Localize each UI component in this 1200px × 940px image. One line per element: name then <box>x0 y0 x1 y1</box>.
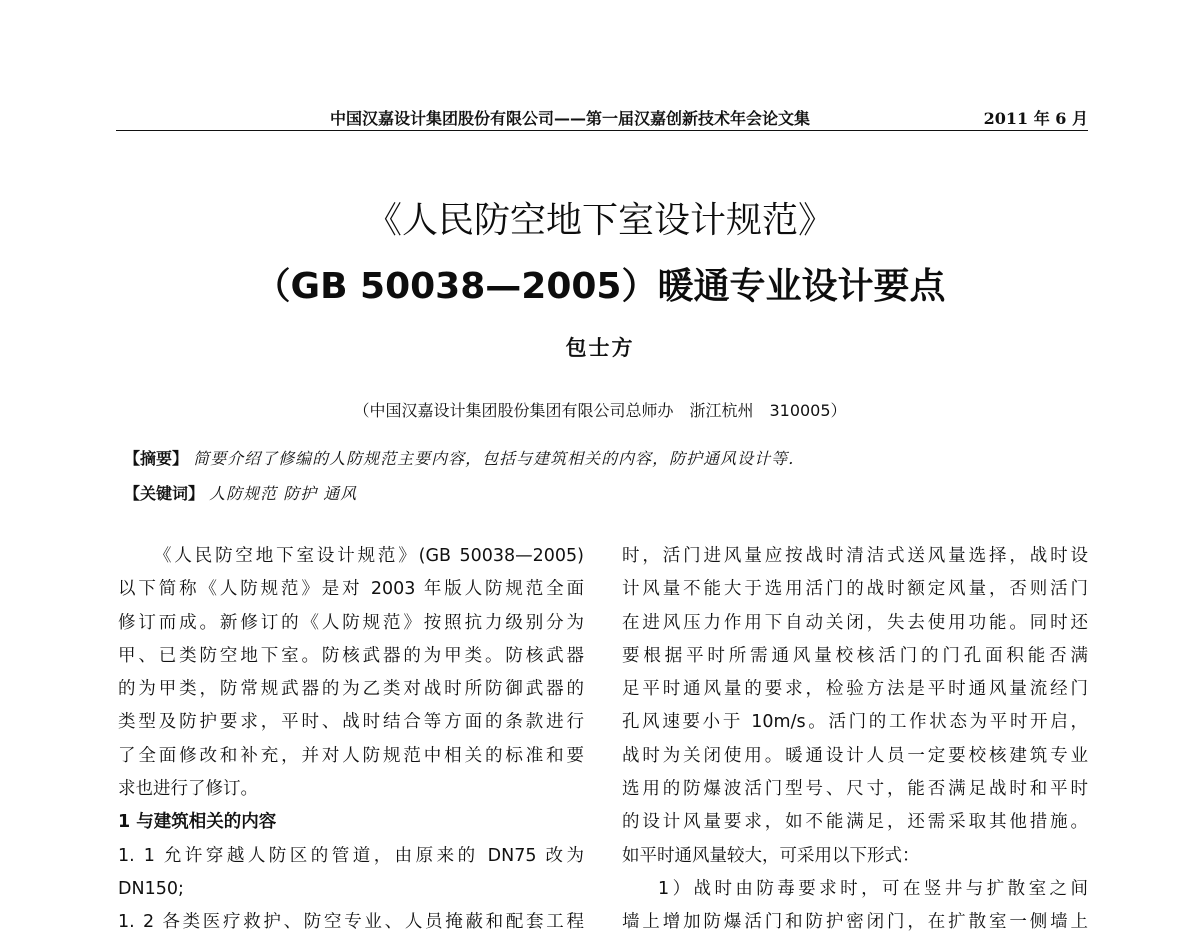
body-line: 类型及防护要求，平时、战时结合等方面的条款进行 <box>118 712 584 733</box>
body-line: 1. 2 各类医疗救护、防空专业、人员掩蔽和配套工程 <box>118 912 584 933</box>
author-affiliation: （中国汉嘉设计集团股份集团有限公司总师办 浙江杭州 310005） <box>353 401 847 420</box>
body-line: 要根据平时所需通风量校核活门的门孔面积能否满 <box>622 645 1088 666</box>
body-line: 足平时通风量的要求，检验方法是平时通风量流经门 <box>622 679 1088 700</box>
body-line: 在进风压力作用下自动关闭，失去使用功能。同时还 <box>622 612 1088 633</box>
abstract <box>124 446 805 469</box>
section-heading: 1 与建筑相关的内容 <box>118 812 277 833</box>
body-line: 《人民防空地下室设计规范》(GB 50038—2005) <box>154 546 584 566</box>
body-line: 如平时通风量较大，可采用以下形式： <box>622 845 920 866</box>
paper-title-line-2: （GB 50038—2005）暖通专业设计要点 <box>254 266 946 307</box>
author-name: 包士方 <box>565 336 635 360</box>
body-line: 了全面修改和补充，并对人防规范中相关的标准和要 <box>118 745 584 766</box>
header-rule <box>116 130 1088 131</box>
abstract-text: 简要介绍了修编的人防规范主要内容，包括与建筑相关的内容，防护通风设计等． <box>193 449 806 468</box>
body-line: 孔风速要小于 10m/s。活门的工作状态为平时开启， <box>622 712 1088 733</box>
body-line: DN150; <box>118 878 184 899</box>
body-column-left <box>118 540 584 940</box>
body-line: 甲、已类防空地下室。防核武器的为甲类。防核武器 <box>118 645 584 666</box>
body-line: 的设计风量要求，如不能满足，还需采取其他措施。 <box>622 812 1088 833</box>
body-line: 以下简称《人防规范》是对 2003 年版人防规范全面 <box>118 579 584 600</box>
abstract-label: 【摘要】 <box>124 449 189 468</box>
paper-title-line-1: 《人民防空地下室设计规范》 <box>365 200 834 241</box>
body-column-right <box>622 540 1088 940</box>
keywords <box>124 481 357 504</box>
body-line: 时，活门进风量应按战时清洁式送风量选择，战时设 <box>622 546 1088 566</box>
body-line: 1. 1 允许穿越人防区的管道，由原来的 DN75 改为 <box>118 845 584 866</box>
body-line: 战时为关闭使用。暖通设计人员一定要校核建筑专业 <box>622 745 1088 766</box>
body-line: 墙上增加防爆活门和防护密闭门，在扩散室一侧墙上 <box>622 912 1088 933</box>
running-header-date: 2011 年 6 月 <box>983 109 1088 128</box>
body-line: 修订而成。新修订的《人防规范》按照抗力级别分为 <box>118 612 584 633</box>
list-item: 1）战时由防毒要求时，可在竖井与扩散室之间 <box>658 878 1088 899</box>
running-header-title: 中国汉嘉设计集团股份有限公司——第一届汉嘉创新技术年会论文集 <box>330 109 811 128</box>
keywords-text: 人防规范 防护 通风 <box>209 484 358 503</box>
body-line: 的为甲类，防常规武器的为乙类对战时所防御武器的 <box>118 679 584 700</box>
body-line: 求也进行了修订。 <box>118 779 258 800</box>
body-line: 选用的防爆波活门型号、尺寸，能否满足战时和平时 <box>622 779 1088 800</box>
keywords-label: 【关键词】 <box>124 484 205 503</box>
body-line: 计风量不能大于选用活门的战时额定风量，否则活门 <box>622 579 1088 600</box>
